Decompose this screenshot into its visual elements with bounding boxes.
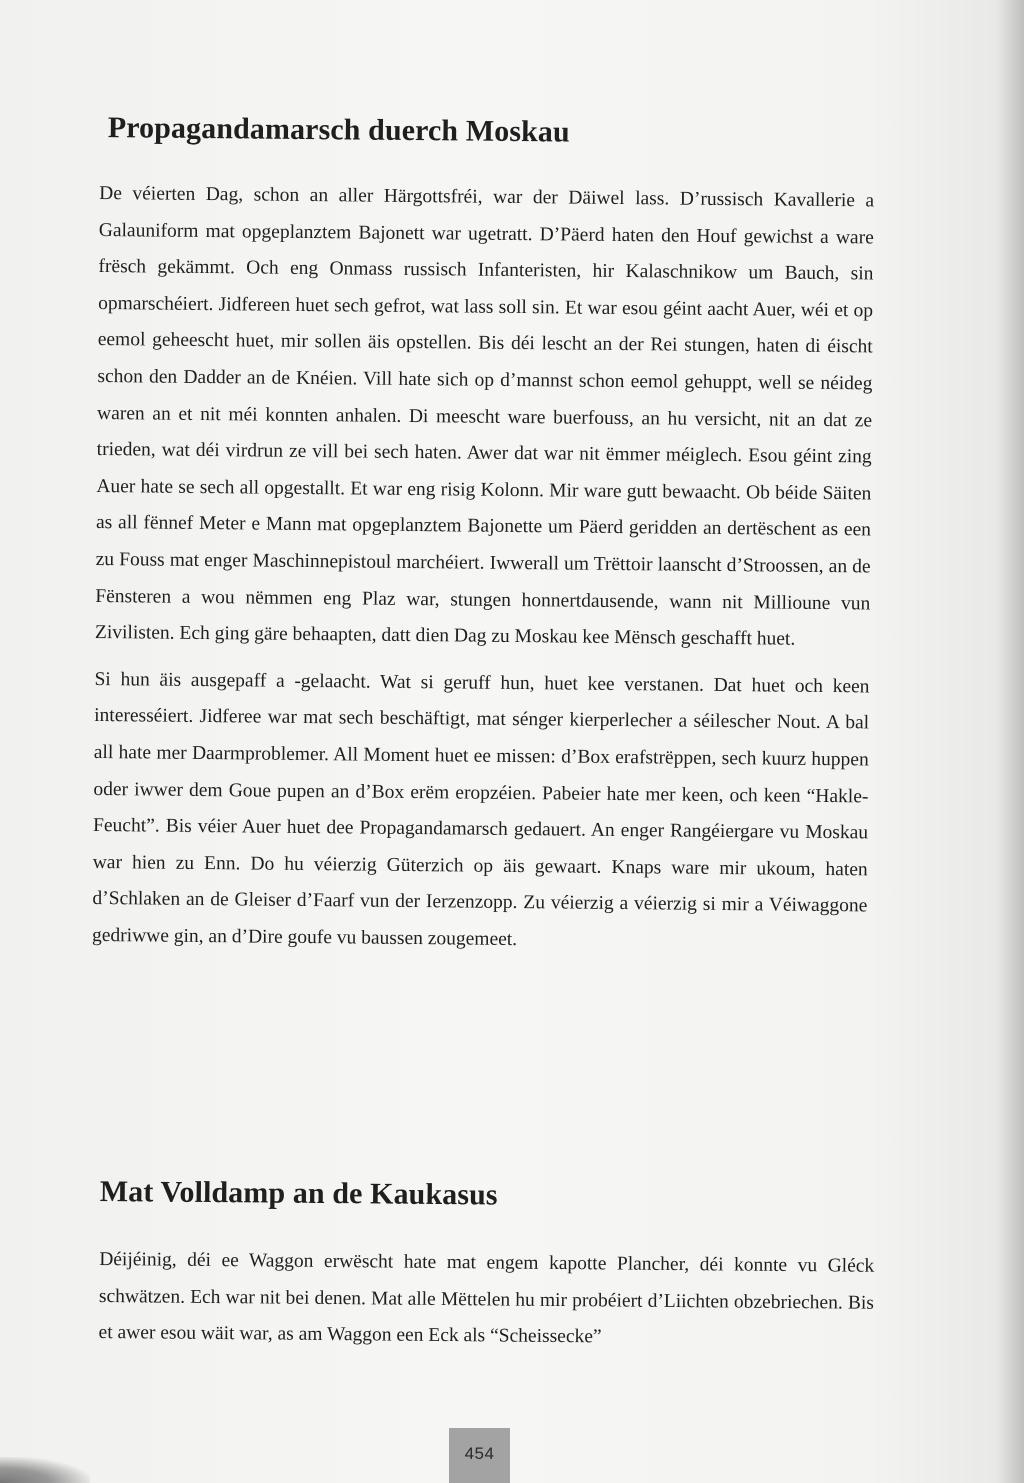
page-number: 454 xyxy=(449,1428,510,1483)
section-propagandamarsch xyxy=(92,108,875,962)
page-edge-shadow xyxy=(998,0,1024,1483)
scan-corner-shadow xyxy=(0,1457,90,1483)
section-heading: Propagandamarsch duerch Moskau xyxy=(107,111,570,149)
section-kaukasus xyxy=(98,1172,875,1359)
paragraph: De véierten Dag, schon an aller Härgottsfréi, war der Däiwel lass. D’russisch Kavallerie a Galauniform mat opgeplanztem Bajonett war ugetratt. D’Päerd haten den Houf gewichst a ware frësch gekämmt. Och eng Onmass russisch Infanteristen, hir Kalaschnikow um Bauch, sin opmarschéiert. Jidfereen huet sech gefrot, wat lass soll sin. Et war esou géint aacht Auer, wéi et op eemol geheescht huet, mir sollen äis opstellen. Bis déi lescht an der Rei stungen, haten di éischt schon den Dadder an de Knéien. Vill hate sich op d’mannst schon eemol gehuppt, well se néideg waren an et nit méi konnten anhalen. Di meescht ware buerfouss, an hu versicht, nit an dat ze trieden, wat déi virdrun ze vill bei sech haten. Awer dat war nit ëmmer méiglech. Esou géint zing Auer hate se sech all opgestallt. Et war eng risig Kolonn. Mir ware gutt bewaacht. Ob béide Säiten as all fënnef Meter e Mann mat opgeplanztem Bajonette um Päerd geridden an dertëschent as een zu Fouss mat enger Maschinnepistoul marchéiert. Iwwerall um Trëttoir laanscht d’Stroossen, an de Fënsteren a wou nëmmen eng Plaz war, stungen honnertdausende, wann nit Millioune vun Zivilisten. Ech ging gäre behaapten, datt dien Dag zu Moskau kee Mënsch geschafft huet. xyxy=(94,182,875,650)
paragraph: Si hun äis ausgepaff a -gelaacht. Wat si geruff hun, huet kee verstanen. Dat huet och keen interesséiert. Jidferee war mat sech beschäftigt, mat sénger kierperlecher a séilescher Nout. A bal all hate mer Daarmproblemer. All Moment huet ee missen: d’Box erafstrëppen, sech kuurz huppen oder iwwer dem Goue pupen an d’Box erëm eropzéien. Pabeier hate mer keen, och keen “Hakle-Feucht”. Bis véier Auer huet dee Propagandamarsch gedauert. An enger Rangéiergare vu Moskau war hien zu Enn. Do hu véierzig Güterzich op äis gewaart. Knaps ware mir ukoum, haten d’Schlaken an de Gleiser d’Faarf vun der Ierzenzopp. Zu véierzig a véierzig si mir a Véiwaggone gedriwwe gin, an d’Dire goufe vu baussen zougemeet. xyxy=(91,668,870,950)
paragraph: Déijéinig, déi ee Waggon erwëscht hate mat engem kapotte Plancher, déi konnte vu Gléck schwätzen. Ech war nit bei denen. Mat alle Mëttelen hu mir probéiert d’Liichten obzebriechen. Bis et awer esou wäit war, as am Waggon een Eck als “Scheissecke” xyxy=(98,1248,875,1348)
section-heading: Mat Volldamp an de Kaukasus xyxy=(99,1174,498,1212)
